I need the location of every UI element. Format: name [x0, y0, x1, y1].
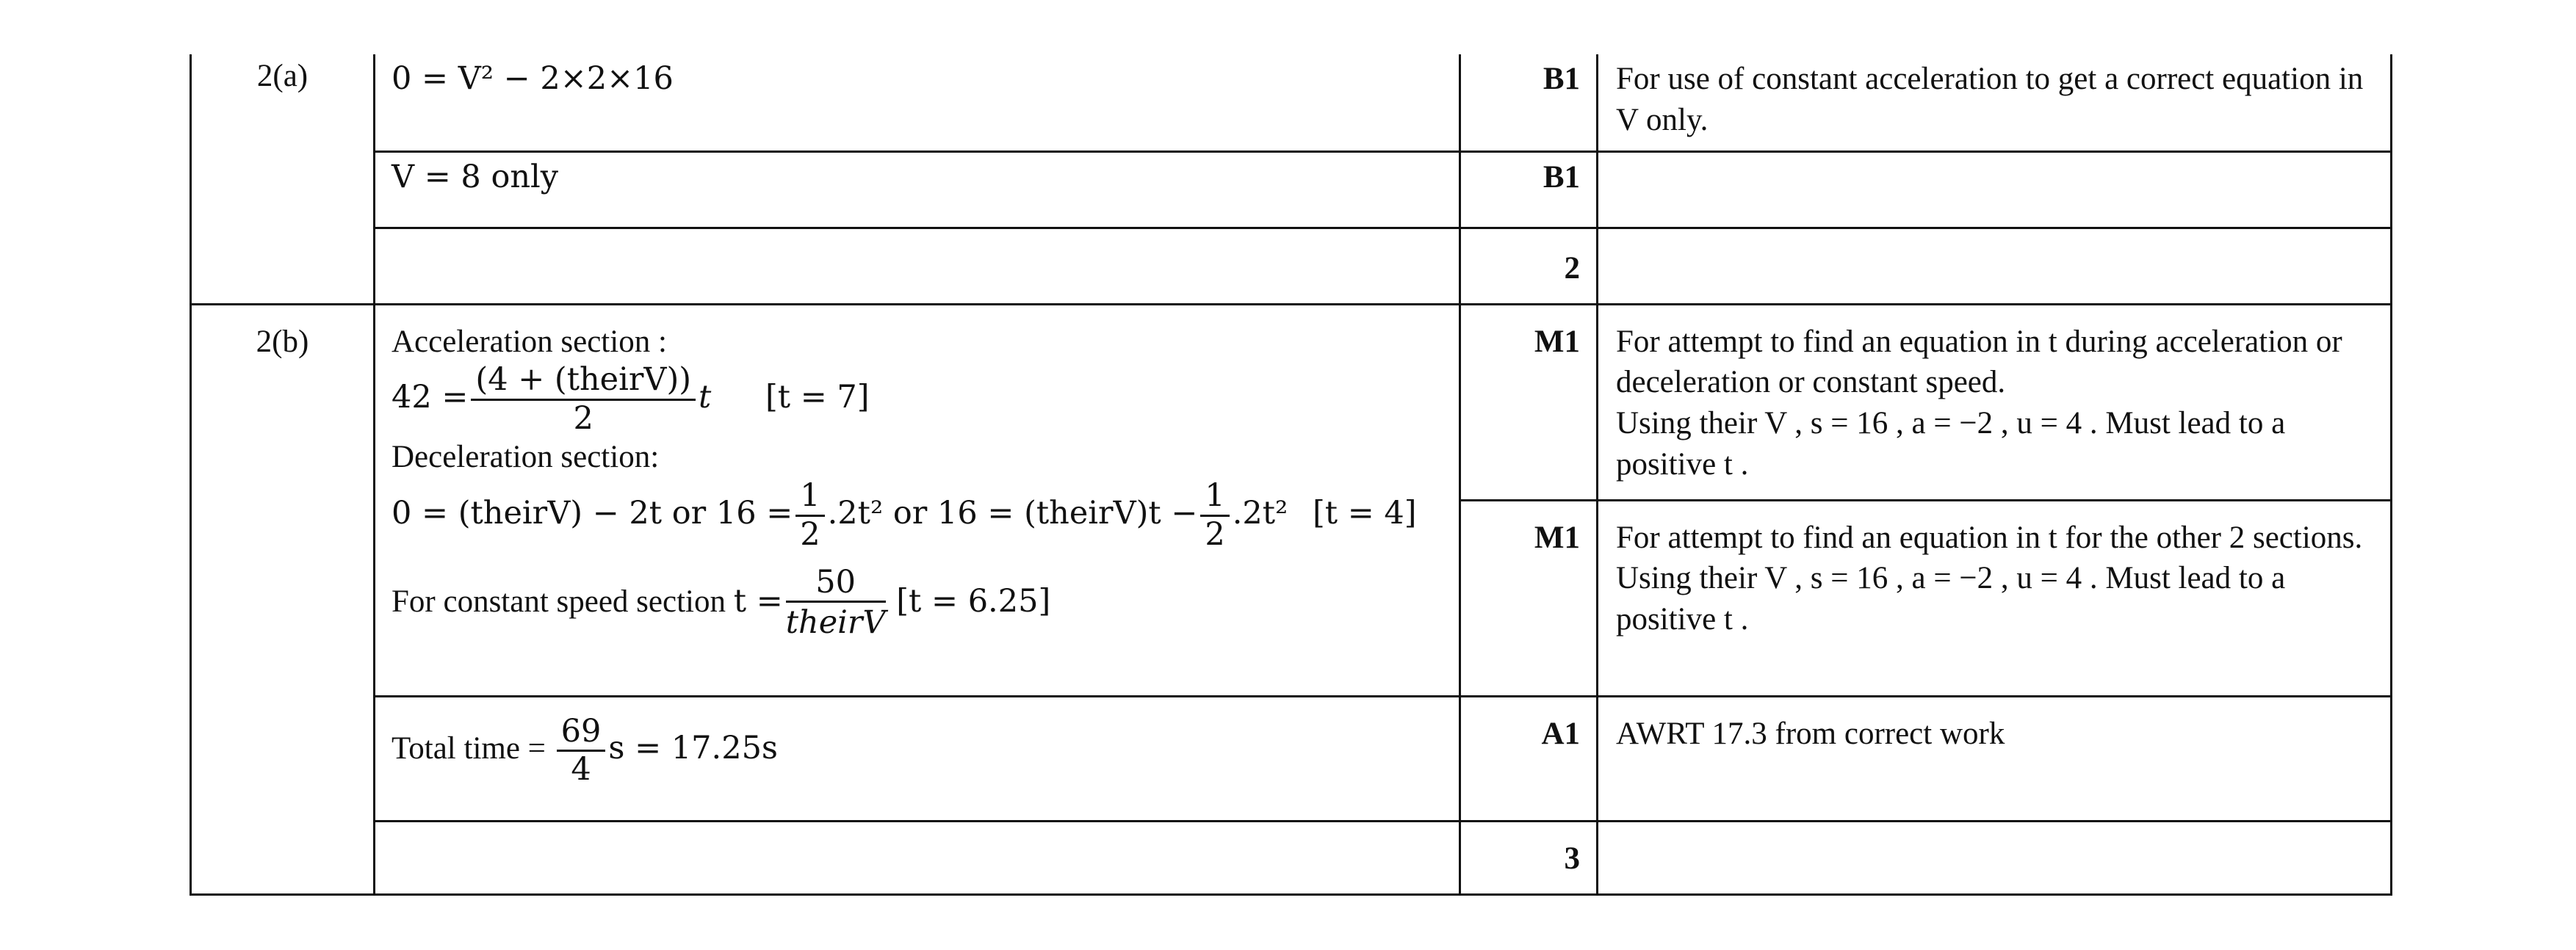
equation-lhs: 42 =: [392, 379, 469, 416]
total-time-equation: [392, 714, 1444, 788]
question-number-2a: 2(a): [191, 54, 375, 304]
result: s = 17.25s: [608, 729, 778, 766]
guidance-cell: For use of constant acceleration to get a correct equation in V only.: [1598, 54, 2392, 151]
fraction-numerator: 1: [1200, 478, 1229, 516]
constant-speed-equation: [392, 565, 1444, 644]
answer-cell: [375, 151, 1460, 228]
result: [t = 6.25]: [896, 583, 1051, 620]
fraction-numerator: 69: [557, 714, 606, 752]
fraction-denominator: theirV: [785, 604, 886, 642]
answer-equation: V = 8 only: [392, 158, 559, 195]
equation-lhs: 16 =: [715, 495, 793, 532]
fraction-half: [1200, 478, 1229, 553]
question-number-2b: 2(b): [191, 304, 375, 894]
guidance-cell: [1598, 228, 2392, 304]
table-row-2a-total: [191, 228, 2392, 304]
guidance-cell: [1598, 500, 2392, 696]
table-row-2b-total: [191, 821, 2392, 894]
equation-rhs: .2t²: [1232, 495, 1288, 532]
fraction-denominator: 2: [800, 515, 820, 553]
fraction: [786, 565, 886, 644]
mark-cell: M1: [1460, 500, 1598, 696]
fraction-half: [795, 478, 824, 553]
answer-cell: [375, 228, 1460, 304]
constant-speed-label: For constant speed section: [392, 584, 726, 620]
guidance-cell: [1598, 151, 2392, 228]
result: [t = 4]: [1312, 495, 1417, 532]
fraction-numerator: 50: [786, 565, 886, 603]
answer-cell: [375, 696, 1460, 821]
fraction-denominator: 2: [573, 399, 594, 437]
table-row-2b-3: [191, 696, 2392, 821]
fraction: [471, 362, 696, 437]
result: [t = 7]: [765, 379, 870, 416]
guidance-cell: [1598, 821, 2392, 894]
equation-rhs: .2t²: [827, 495, 884, 532]
answer-cell: [375, 54, 1460, 151]
acceleration-heading: Acceleration section :: [392, 324, 667, 359]
variable: t: [699, 379, 712, 416]
guidance-line: For attempt to find an equation in t during acceleration or deceleration or constant speed.: [1616, 324, 2342, 400]
deceleration-heading: Deceleration section:: [392, 440, 660, 475]
guidance-cell: [1598, 304, 2392, 500]
acceleration-equation: [392, 362, 1444, 437]
fraction-denominator: 2: [1205, 515, 1225, 553]
total-mark: 2: [1460, 228, 1598, 304]
answer-cell: [375, 821, 1460, 894]
guidance-line: Using their V , s = 16 , a = −2 , u = 4 . Must lead to a positive t .: [1616, 561, 2286, 637]
guidance-line: Using their V , s = 16 , a = −2 , u = 4 . Must lead to a positive t .: [1616, 406, 2286, 482]
guidance-cell: AWRT 17.3 from correct work: [1598, 696, 2392, 821]
mark-cell: M1: [1460, 304, 1598, 500]
equation-lhs: t =: [733, 583, 783, 620]
table-row-2a-1: [191, 54, 2392, 151]
total-mark: 3: [1460, 821, 1598, 894]
mark-cell: B1: [1460, 54, 1598, 151]
deceleration-equations: [392, 478, 1444, 553]
fraction-numerator: (4 + (theirV)): [471, 362, 696, 400]
guidance-line: For attempt to find an equation in t for the other 2 sections.: [1616, 520, 2363, 555]
answer-equation: 0 = V² − 2×2×16: [392, 60, 674, 97]
deceleration-equation-1: 0 = (theirV) − 2t: [392, 495, 663, 532]
fraction: [557, 714, 606, 788]
equation-lhs: 16 = (theirV)t −: [937, 495, 1198, 532]
answer-cell-working: [375, 304, 1460, 696]
mark-cell: A1: [1460, 696, 1598, 821]
mark-cell: B1: [1460, 151, 1598, 228]
mark-scheme-table: [190, 54, 2392, 896]
or-label: or: [671, 495, 707, 532]
table-row-2b-1: [191, 304, 2392, 500]
table-row-2a-2: [191, 151, 2392, 228]
fraction-denominator: 4: [571, 750, 591, 788]
total-time-label: Total time =: [392, 730, 546, 766]
fraction-numerator: 1: [795, 478, 824, 516]
or-label: or: [892, 495, 928, 532]
